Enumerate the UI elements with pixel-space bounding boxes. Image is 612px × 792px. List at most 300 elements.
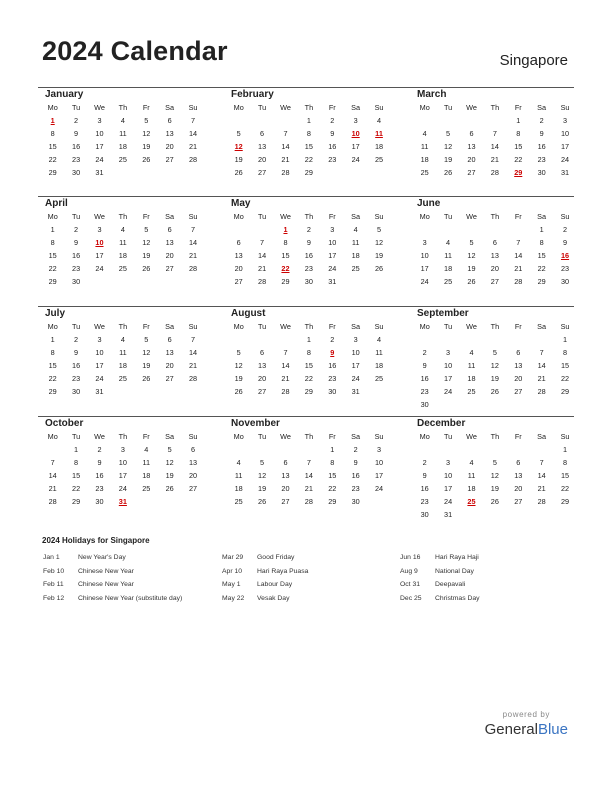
weekday-header: [413, 101, 577, 114]
day-cell: 24: [328, 264, 337, 273]
day-cell: 15: [304, 142, 313, 151]
month-name: January: [45, 89, 84, 100]
holiday-name: New Year's Day: [78, 554, 126, 561]
empty-day: [274, 333, 297, 346]
day-cell: 22: [72, 484, 81, 493]
weekday-label: Su: [560, 212, 570, 221]
day-cell: 12: [142, 348, 151, 357]
day-cell: 17: [420, 264, 429, 273]
holiday-name: Chinese New Year (substitute day): [78, 594, 183, 602]
day-cell: 24: [95, 155, 104, 164]
month-name: April: [45, 198, 68, 209]
empty-day: [413, 114, 436, 127]
brand-blue: Blue: [537, 721, 568, 738]
day-cell: 14: [514, 251, 523, 260]
day-cell: 8: [563, 348, 568, 357]
day-cell: 31: [328, 277, 337, 286]
day-cell: 2: [353, 445, 358, 454]
day-cell: 14: [188, 129, 198, 138]
day-cell: 15: [328, 471, 337, 480]
day-cell: 17: [118, 471, 127, 480]
day-cell: 14: [258, 251, 267, 260]
holiday-day: 22: [281, 264, 290, 273]
day-cell: 25: [420, 168, 429, 177]
day-cell: 6: [469, 129, 474, 138]
day-cell: 19: [142, 142, 151, 151]
day-cell: 7: [283, 348, 288, 357]
empty-day: [274, 114, 297, 127]
weekday-label: We: [94, 432, 105, 441]
day-cell: 4: [236, 458, 241, 467]
day-cell: 9: [74, 238, 79, 247]
weekday-label: Fr: [514, 212, 522, 221]
day-cell: 11: [351, 238, 360, 247]
weekday-label: Su: [374, 212, 384, 221]
day-cell: 4: [120, 335, 125, 344]
holiday-name: Deepavali: [435, 581, 466, 588]
day-cell: 13: [514, 471, 523, 480]
day-cell: 27: [165, 155, 174, 164]
holiday-date: Mar 29: [222, 554, 244, 561]
weekday-label: Sa: [351, 322, 361, 331]
empty-day: [227, 223, 250, 236]
day-cell: 27: [490, 277, 499, 286]
weekday-label: We: [466, 432, 477, 441]
weekday-label: Sa: [165, 432, 175, 441]
holiday-name: Labour Day: [257, 581, 293, 588]
holiday-day: 10: [351, 129, 360, 138]
day-cell: 22: [537, 264, 546, 273]
day-cell: 4: [377, 335, 382, 344]
month-september: [413, 307, 577, 411]
weekday-header: [227, 101, 391, 114]
day-cell: 23: [328, 155, 337, 164]
day-cell: 3: [97, 225, 102, 234]
day-cell: 18: [118, 251, 127, 260]
day-cell: 7: [539, 458, 544, 467]
day-cell: 16: [420, 484, 429, 493]
day-cell: 10: [374, 458, 384, 467]
holiday-day: 29: [514, 168, 523, 177]
day-cell: 29: [304, 168, 313, 177]
day-cell: 7: [191, 225, 196, 234]
day-cell: 3: [120, 445, 125, 454]
holiday-date: Feb 11: [43, 581, 64, 588]
day-cell: 1: [74, 445, 79, 454]
weekday-label: Th: [490, 432, 500, 441]
holiday-name: National Day: [435, 567, 474, 575]
day-cell: 1: [539, 225, 544, 234]
day-cell: 29: [48, 168, 57, 177]
weekday-label: Sa: [537, 103, 547, 112]
day-cell: 9: [422, 361, 427, 370]
weekday-label: Sa: [165, 212, 175, 221]
empty-day: [460, 223, 483, 236]
weekday-label: Fr: [514, 322, 522, 331]
day-cell: 14: [304, 471, 313, 480]
day-cell: 25: [374, 374, 384, 383]
weekday-header: [41, 320, 205, 333]
holiday-day: 12: [234, 142, 243, 151]
day-cell: 24: [444, 497, 453, 506]
month-may: [227, 197, 391, 288]
day-cell: 26: [444, 168, 453, 177]
day-cell: 7: [516, 238, 521, 247]
empty-day: [483, 333, 506, 346]
day-cell: 26: [234, 387, 243, 396]
day-cell: 30: [95, 497, 104, 506]
holiday-name: Vesak Day: [257, 594, 290, 602]
day-cell: 28: [48, 497, 57, 506]
day-cell: 23: [351, 484, 360, 493]
day-cell: 11: [119, 129, 127, 138]
day-cell: 20: [165, 251, 174, 260]
day-cell: 10: [560, 129, 570, 138]
holiday-date: May 22: [222, 594, 245, 602]
day-cell: 5: [377, 225, 382, 234]
day-cell: 2: [306, 225, 311, 234]
weekday-label: Tu: [257, 212, 267, 221]
holiday-day: 25: [467, 497, 476, 506]
weekday-label: Su: [560, 432, 570, 441]
day-cell: 11: [375, 348, 383, 357]
weekday-label: We: [280, 212, 291, 221]
day-cell: 22: [514, 155, 523, 164]
day-cell: 11: [142, 458, 151, 467]
day-cell: 23: [95, 484, 104, 493]
weekday-label: Tu: [71, 432, 81, 441]
month-name: September: [417, 308, 469, 319]
day-cell: 22: [304, 374, 313, 383]
day-cell: 18: [118, 361, 127, 370]
day-cell: 17: [95, 251, 104, 260]
day-cell: 5: [492, 458, 497, 467]
weekday-label: Sa: [351, 103, 361, 112]
day-cell: 25: [234, 497, 243, 506]
day-cell: 14: [537, 361, 546, 370]
day-cell: 13: [165, 129, 174, 138]
day-cell: 22: [48, 155, 57, 164]
day-cell: 8: [306, 129, 311, 138]
day-cell: 2: [97, 445, 102, 454]
weekday-label: Tu: [443, 432, 453, 441]
day-cell: 4: [469, 348, 474, 357]
holiday-date: Feb 10: [43, 567, 65, 575]
day-cell: 3: [563, 116, 568, 125]
day-cell: 11: [444, 251, 452, 260]
weekday-header: [413, 430, 577, 443]
day-cell: 19: [142, 251, 151, 260]
day-cell: 6: [516, 458, 521, 467]
day-cell: 16: [328, 142, 337, 151]
weekday-label: Su: [560, 322, 570, 331]
weekday-label: We: [280, 432, 291, 441]
weekday-label: Sa: [351, 432, 361, 441]
month-name: February: [231, 89, 274, 100]
day-cell: 16: [304, 251, 313, 260]
day-cell: 10: [444, 361, 453, 370]
day-cell: 31: [95, 387, 104, 396]
weekday-label: Th: [118, 212, 128, 221]
empty-day: [436, 114, 459, 127]
day-cell: 21: [48, 484, 57, 493]
month-name: November: [231, 418, 280, 429]
holiday-day: 9: [330, 348, 335, 357]
month-name: May: [231, 198, 251, 209]
day-cell: 18: [444, 264, 453, 273]
day-cell: 10: [95, 348, 104, 357]
day-cell: 16: [537, 142, 546, 151]
day-cell: 18: [374, 142, 384, 151]
day-cell: 29: [537, 277, 546, 286]
month-november: [227, 417, 391, 508]
day-cell: 3: [353, 335, 358, 344]
holiday-day: 1: [50, 116, 55, 125]
weekday-label: Fr: [514, 103, 522, 112]
day-cell: 9: [306, 238, 311, 247]
weekday-label: Fr: [328, 212, 336, 221]
day-cell: 11: [119, 238, 127, 247]
day-cell: 26: [142, 264, 151, 273]
day-cell: 9: [330, 129, 335, 138]
day-cell: 30: [560, 277, 570, 286]
day-cell: 26: [490, 497, 499, 506]
day-cell: 18: [467, 374, 476, 383]
weekday-label: Sa: [537, 432, 547, 441]
weekday-label: Fr: [142, 103, 150, 112]
weekday-label: Th: [490, 322, 500, 331]
day-cell: 22: [304, 155, 313, 164]
holiday-date: Apr 10: [222, 567, 243, 575]
day-cell: 13: [281, 471, 290, 480]
day-cell: 27: [258, 168, 267, 177]
empty-day: [436, 333, 459, 346]
empty-day: [483, 223, 506, 236]
day-cell: 10: [351, 348, 360, 357]
holiday-row: [222, 551, 308, 565]
day-cell: 27: [281, 497, 290, 506]
day-cell: 2: [330, 116, 335, 125]
powered-by-text: powered by: [502, 710, 550, 719]
day-cell: 16: [72, 251, 81, 260]
day-cell: 20: [258, 155, 267, 164]
empty-day: [413, 223, 436, 236]
day-cell: 13: [514, 361, 523, 370]
day-cell: 28: [188, 264, 198, 273]
empty-day: [227, 443, 250, 456]
day-cell: 27: [165, 264, 174, 273]
day-grid: [227, 333, 391, 398]
day-cell: 8: [50, 348, 55, 357]
day-cell: 4: [120, 116, 125, 125]
day-cell: 24: [95, 374, 104, 383]
weekday-label: Su: [374, 322, 384, 331]
day-cell: 3: [97, 116, 102, 125]
day-cell: 30: [420, 510, 429, 519]
weekday-label: Fr: [328, 322, 336, 331]
country-name: Singapore: [499, 52, 568, 69]
day-cell: 6: [492, 238, 497, 247]
holiday-day: 16: [560, 251, 570, 260]
weekday-label: Th: [304, 103, 314, 112]
day-cell: 2: [74, 335, 79, 344]
day-cell: 2: [422, 348, 427, 357]
day-cell: 6: [167, 335, 172, 344]
day-cell: 9: [74, 129, 79, 138]
day-cell: 2: [563, 225, 568, 234]
day-cell: 7: [50, 458, 55, 467]
holiday-date: Oct 31: [400, 581, 421, 588]
day-cell: 23: [328, 374, 337, 383]
day-cell: 11: [467, 471, 476, 480]
empty-day: [460, 333, 483, 346]
day-cell: 23: [72, 264, 81, 273]
holiday-name: Chinese New Year: [78, 581, 134, 588]
day-cell: 1: [516, 116, 521, 125]
day-cell: 28: [304, 497, 313, 506]
day-cell: 19: [234, 374, 243, 383]
month-name: August: [231, 308, 266, 319]
day-cell: 11: [119, 348, 127, 357]
holiday-row: [43, 592, 182, 606]
day-cell: 13: [188, 458, 198, 467]
weekday-header: [41, 430, 205, 443]
empty-day: [460, 114, 483, 127]
weekday-header: [41, 101, 205, 114]
day-cell: 23: [537, 155, 546, 164]
day-cell: 1: [306, 116, 311, 125]
weekday-label: Sa: [537, 322, 547, 331]
day-cell: 12: [142, 129, 151, 138]
day-cell: 26: [234, 168, 243, 177]
day-cell: 17: [351, 361, 360, 370]
empty-day: [41, 443, 64, 456]
day-cell: 3: [446, 348, 451, 357]
day-cell: 12: [490, 471, 499, 480]
day-cell: 13: [258, 361, 267, 370]
day-cell: 21: [304, 484, 313, 493]
day-cell: 15: [537, 251, 546, 260]
day-cell: 3: [330, 225, 335, 234]
day-cell: 19: [142, 361, 151, 370]
day-cell: 20: [514, 374, 523, 383]
weekday-header: [227, 430, 391, 443]
weekday-label: Sa: [165, 103, 175, 112]
day-cell: 15: [560, 471, 570, 480]
holiday-column: [222, 551, 308, 605]
day-cell: 19: [165, 471, 174, 480]
day-cell: 12: [444, 142, 453, 151]
weekday-header: [227, 210, 391, 223]
holiday-name: Christmas Day: [435, 594, 480, 602]
day-grid: [227, 114, 391, 179]
weekday-label: Mo: [233, 432, 244, 441]
day-cell: 10: [328, 238, 337, 247]
day-cell: 30: [304, 277, 313, 286]
holiday-row: [222, 565, 308, 579]
day-cell: 5: [260, 458, 265, 467]
day-cell: 10: [444, 471, 453, 480]
day-cell: 15: [514, 142, 523, 151]
empty-day: [436, 443, 459, 456]
day-cell: 23: [72, 155, 81, 164]
brand-name: [485, 721, 568, 738]
weekday-label: Th: [118, 103, 128, 112]
day-cell: 23: [560, 264, 570, 273]
day-cell: 22: [48, 264, 57, 273]
day-cell: 26: [142, 374, 151, 383]
weekday-label: Mo: [419, 322, 430, 331]
weekday-label: Fr: [142, 432, 150, 441]
day-cell: 21: [537, 374, 546, 383]
weekday-header: [413, 210, 577, 223]
day-cell: 4: [377, 116, 382, 125]
day-cell: 29: [281, 277, 290, 286]
day-cell: 19: [467, 264, 476, 273]
month-name: December: [417, 418, 466, 429]
day-cell: 22: [560, 374, 570, 383]
holiday-column: [43, 551, 182, 605]
weekday-label: We: [280, 322, 291, 331]
day-cell: 21: [188, 251, 198, 260]
empty-day: [297, 443, 320, 456]
holiday-name: Chinese New Year: [78, 567, 134, 575]
day-cell: 12: [490, 361, 499, 370]
day-cell: 4: [422, 129, 427, 138]
day-cell: 9: [539, 129, 544, 138]
day-cell: 25: [444, 277, 453, 286]
day-cell: 12: [467, 251, 476, 260]
empty-day: [227, 333, 250, 346]
day-cell: 9: [563, 238, 568, 247]
day-cell: 28: [258, 277, 267, 286]
day-cell: 24: [444, 387, 453, 396]
empty-day: [483, 114, 506, 127]
day-cell: 3: [446, 458, 451, 467]
weekday-label: Th: [118, 432, 128, 441]
day-cell: 9: [422, 471, 427, 480]
weekday-label: Mo: [419, 212, 430, 221]
month-july: [41, 307, 205, 398]
day-cell: 16: [72, 361, 81, 370]
weekday-label: Tu: [443, 322, 453, 331]
weekday-label: Su: [560, 103, 570, 112]
day-cell: 13: [165, 238, 174, 247]
day-cell: 25: [118, 155, 127, 164]
day-cell: 6: [260, 348, 265, 357]
empty-day: [250, 223, 273, 236]
day-cell: 25: [142, 484, 151, 493]
day-cell: 24: [560, 155, 570, 164]
day-cell: 15: [48, 251, 57, 260]
day-cell: 26: [142, 155, 151, 164]
day-cell: 8: [283, 238, 288, 247]
day-cell: 25: [351, 264, 360, 273]
weekday-label: We: [466, 212, 477, 221]
day-cell: 9: [97, 458, 102, 467]
day-cell: 5: [236, 348, 241, 357]
day-cell: 29: [560, 387, 570, 396]
day-cell: 1: [563, 445, 568, 454]
holiday-row: [400, 565, 480, 579]
month-name: October: [45, 418, 84, 429]
day-cell: 17: [444, 374, 453, 383]
day-cell: 15: [281, 251, 290, 260]
holiday-date: Aug 9: [400, 567, 418, 575]
empty-day: [530, 333, 553, 346]
day-cell: 13: [467, 142, 476, 151]
day-cell: 10: [118, 458, 127, 467]
